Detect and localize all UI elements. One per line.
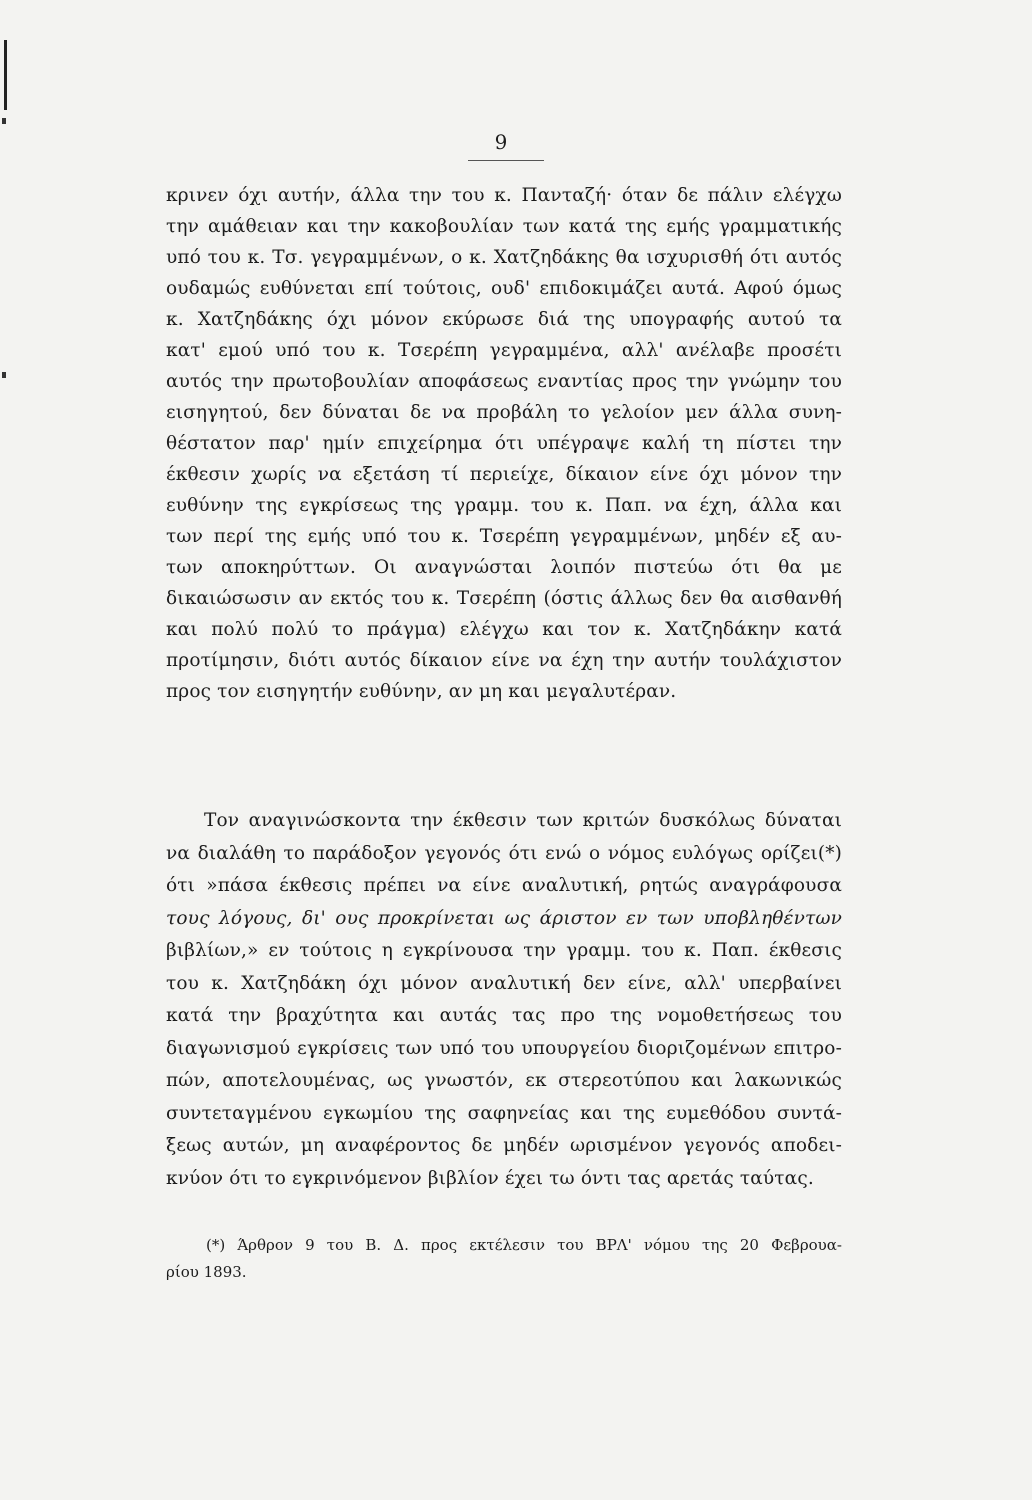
text-line: των περί της εμής υπό του κ. Τσερέπη γεγραμμένων, μηδέν εξ αυ- xyxy=(166,526,842,547)
text-line: προς τον εισηγητήν ευθύνην, αν μη και μεγαλυτέραν. xyxy=(166,681,677,702)
text-line: δικαιώσωσιν αν εκτός του κ. Τσερέπη (όστις άλλως δεν θα αισθανθή xyxy=(166,588,842,609)
binding-edge xyxy=(4,40,7,110)
text-line: και πολύ πολύ το πράγμα) ελέγχω και τον κ. Χατζηδάκην κατά xyxy=(166,619,842,640)
text-line: των αποκηρύττων. Οι αναγνώσται λοιπόν πιστεύω ότι θα με xyxy=(166,557,842,578)
footnote-line: (*) Άρθρον 9 του Β. Δ. προς εκτέλεσιν του ΒΡΛ' νόμου της 20 Φεβρουα- xyxy=(206,1236,842,1254)
text-line: την αμάθειαν και την κακοβουλίαν των κατά της εμής γραμματικής xyxy=(166,216,842,237)
text-line: κατά την βραχύτητα και αυτάς τας προ της νομοθετήσεως του xyxy=(166,1005,842,1026)
text-line: έκθεσιν χωρίς να εξετάση τί περιείχε, δίκαιον είνε όχι μόνον την xyxy=(166,464,842,485)
text-line: ουδαμώς ευθύνεται επί τούτοις, ουδ' επιδοκιμάζει αυτά. Αφού όμως xyxy=(166,278,842,299)
text-line: εισηγητού, δεν δύναται δε να προβάλη το γελοίον μεν άλλα συνη- xyxy=(166,402,842,423)
text-line: συντεταγμένου εγκωμίου της σαφηνείας και της ευμεθόδου συντά- xyxy=(166,1102,842,1124)
text-line: ευθύνην της εγκρίσεως της γραμμ. του κ. Παπ. να έχη, άλλα και xyxy=(166,495,842,516)
binding-mark xyxy=(2,372,6,378)
footnote-line: ρίου 1893. xyxy=(166,1263,247,1281)
footnote xyxy=(166,1232,842,1286)
paragraph-1 xyxy=(166,180,842,707)
text-line: διαγωνισμού εγκρίσεις των υπό του υπουργείου διοριζομένων επιτρο- xyxy=(166,1037,842,1059)
text-line: τους λόγους, δι' ους προκρίνεται ως άριστον εν των υποβληθέντων xyxy=(166,907,842,929)
text-line: υπό του κ. Τσ. γεγραμμένων, ο κ. Χατζηδάκης θα ισχυρισθή ότι αυτός xyxy=(166,247,842,268)
text-line: κνύον ότι το εγκρινόμενον βιβλίον έχει τω όντι τας αρετάς ταύτας. xyxy=(166,1167,814,1189)
text-line: βιβλίων,» εν τούτοις η εγκρίνουσα την γραμμ. του κ. Παπ. έκθεσις xyxy=(166,940,842,961)
text-line: ξεως αυτών, μη αναφέροντος δε μηδέν ωρισμένον γεγονός αποδει- xyxy=(166,1135,842,1156)
page-number: 9 xyxy=(494,130,508,154)
text-line: κατ' εμού υπό του κ. Τσερέπη γεγραμμένα, αλλ' ανέλαβε προσέτι xyxy=(166,340,842,361)
text-line: αυτός την πρωτοβουλίαν αποφάσεως εναντίας προς την γνώμην του xyxy=(166,371,842,392)
text-line: κ. Χατζηδάκης όχι μόνον εκύρωσε διά της υπογραφής αυτού τα xyxy=(166,309,842,330)
text-line: κρινεν όχι αυτήν, άλλα την του κ. Πανταζή· όταν δε πάλιν ελέγχω xyxy=(166,185,842,206)
text-line: θέστατον παρ' ημίν επιχείρημα ότι υπέγραψε καλή τη πίστει την xyxy=(166,433,842,454)
text-line: ότι »πάσα έκθεσις πρέπει να είνε αναλυτική, ρητώς αναγράφουσα xyxy=(166,875,842,896)
text-line: να διαλάθη το παράδοξον γεγονός ότι ενώ ο νόμος ευλόγως ορίζει(*) xyxy=(166,842,842,864)
page-number-rule xyxy=(468,160,544,161)
text-line: προτίμησιν, διότι αυτός δίκαιον είνε να έχη την αυτήν τουλάχιστον xyxy=(166,650,842,671)
text-line: πών, αποτελουμένας, ως γνωστόν, εκ στερεοτύπου και λακωνικώς xyxy=(166,1070,842,1091)
binding-mark xyxy=(2,118,6,124)
text-line: του κ. Χατζηδάκη όχι μόνον αναλυτική δεν είνε, αλλ' υπερβαίνει xyxy=(166,972,842,994)
paragraph-2 xyxy=(166,805,842,1195)
text-line: Τον αναγινώσκοντα την έκθεσιν των κριτών δυσκόλως δύναται xyxy=(204,810,842,831)
